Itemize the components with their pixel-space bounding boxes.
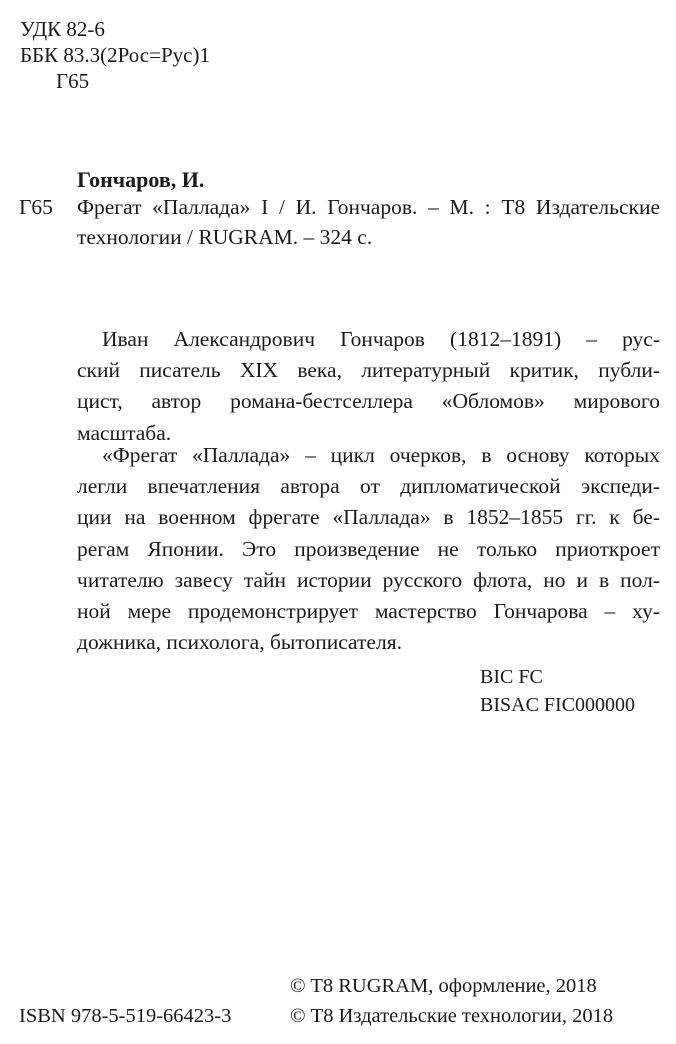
annotation-line: ции на военном фрегате «Паллада» в 1852–1855 гг. к бе- bbox=[77, 505, 660, 530]
annotation-line: читателю завесу тайн истории русского флота, но и в пол- bbox=[77, 567, 660, 592]
annotation-line: ной мере продемонстрирует мастерство Гончарова – ху- bbox=[77, 598, 660, 623]
bic-code: BIC FC bbox=[480, 666, 543, 688]
annotation-paragraph-2 bbox=[77, 440, 660, 658]
author-sign-top: Г65 bbox=[56, 69, 90, 93]
author-heading: Гончаров, И. bbox=[77, 167, 205, 192]
annotation-paragraph-1 bbox=[77, 324, 660, 449]
annotation-line: регам Японии. Это произведение не только приоткроет bbox=[77, 536, 660, 561]
bib-description-line-1: Фрегат «Паллада» I / И. Гончаров. – М. : Т8 Издательские bbox=[77, 195, 660, 219]
copyright-design: © T8 RUGRAM, оформление, 2018 bbox=[290, 975, 597, 997]
annotation-line: цист, автор романа-бестселлера «Обломов» мирового bbox=[77, 389, 660, 414]
annotation-line: Иван Александрович Гончаров (1812–1891) – рус- bbox=[102, 327, 660, 351]
bisac-code: BISAC FIC000000 bbox=[480, 694, 636, 716]
bib-description-line-2: технологии / RUGRAM. – 324 с. bbox=[77, 225, 373, 249]
annotation-line: масштаба. bbox=[77, 420, 172, 445]
annotation-line: ский писатель XIX века, литературный критик, публи- bbox=[77, 358, 660, 383]
isbn: ISBN 978-5-519-66423-3 bbox=[19, 1005, 232, 1027]
annotation-line: легли впечатления автора от дипломатической экспеди- bbox=[77, 474, 660, 499]
bbk-code: ББК 83.3(2Рос=Рус)1 bbox=[20, 43, 210, 67]
copyright-publisher: © Т8 Издательские технологии, 2018 bbox=[290, 1005, 614, 1027]
udk-code: УДК 82-6 bbox=[20, 17, 105, 41]
annotation-line: дожника, психолога, бытописателя. bbox=[77, 630, 402, 655]
author-sign: Г65 bbox=[19, 195, 53, 219]
annotation-line: «Фрегат «Паллада» – цикл очерков, в основу которых bbox=[102, 443, 660, 467]
